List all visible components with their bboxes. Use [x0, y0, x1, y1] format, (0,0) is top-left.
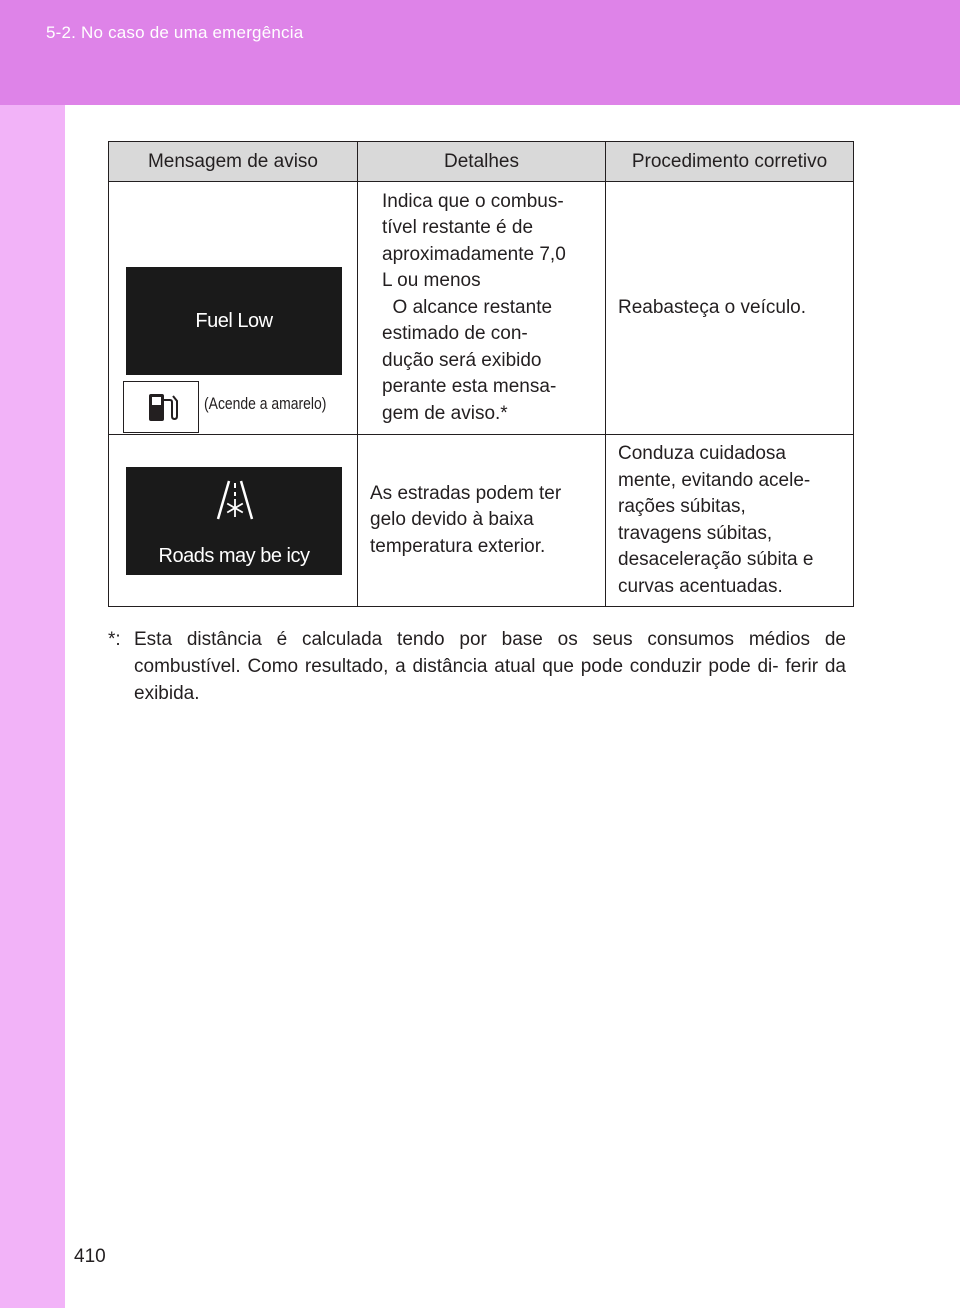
text-line: travagens súbitas, [618, 522, 773, 544]
section-title: 5-2. No caso de uma emergência [46, 23, 304, 42]
text-line: L ou menos [382, 270, 481, 292]
fuel-indicator-box [123, 381, 199, 433]
side-band [0, 105, 65, 1308]
display-text: Roads may be icy [158, 545, 310, 567]
text-line: rações súbitas, [618, 496, 746, 517]
table-header-row [109, 142, 854, 182]
icon-note: (Acende a amarelo) [204, 394, 327, 413]
text-line: dução será exibido [382, 349, 542, 371]
text-line: O alcance restante [382, 296, 553, 318]
procedure-cell [606, 435, 854, 607]
procedure-cell [606, 182, 854, 435]
header-warning-message: Mensagem de aviso [109, 142, 358, 182]
display-text: Fuel Low [195, 310, 273, 332]
message-cell [109, 435, 358, 607]
text-line: curvas acentuadas. [618, 575, 783, 597]
header-details: Detalhes [358, 142, 606, 182]
text-line: temperatura exterior. [370, 535, 546, 557]
text-line: desaceleração súbita e [618, 549, 814, 570]
icy-road-display [126, 467, 342, 575]
text-line: tível restante é de [382, 217, 534, 239]
footnote [108, 626, 846, 707]
text-line: Indica que o combus- [382, 190, 564, 212]
text-line: estimado de con- [382, 323, 528, 345]
text-line: Conduza cuidadosa [618, 443, 786, 464]
fuel-low-display [126, 267, 342, 375]
table-row [109, 435, 854, 607]
header-corrective-procedure: Procedimento corretivo [606, 142, 854, 182]
page-number: 410 [74, 1246, 106, 1267]
message-cell [109, 182, 358, 435]
fuel-pump-icon [146, 391, 180, 425]
table-row [109, 182, 854, 435]
text-line: aproximadamente 7,0 [382, 243, 566, 265]
text-line: gem de aviso.* [382, 402, 508, 424]
text-line: gelo devido à baixa [370, 509, 534, 531]
icy-road-icon [215, 479, 255, 525]
text-line: perante esta mensa- [382, 376, 557, 398]
details-cell [358, 182, 606, 435]
text-line: mente, evitando acele- [618, 469, 811, 491]
footnote-text: Esta distância é calculada tendo por base os seus consumos médios de combustível. Como resultado, a distância atual que pode conduzir pode di- ferir da exibida. [134, 629, 846, 704]
warning-table [108, 141, 854, 607]
text-line: Reabasteça o veículo. [618, 296, 807, 318]
footnote-mark: *: [108, 629, 121, 650]
text-line: As estradas podem ter [370, 482, 562, 504]
details-cell [358, 435, 606, 607]
header-band [0, 0, 960, 105]
